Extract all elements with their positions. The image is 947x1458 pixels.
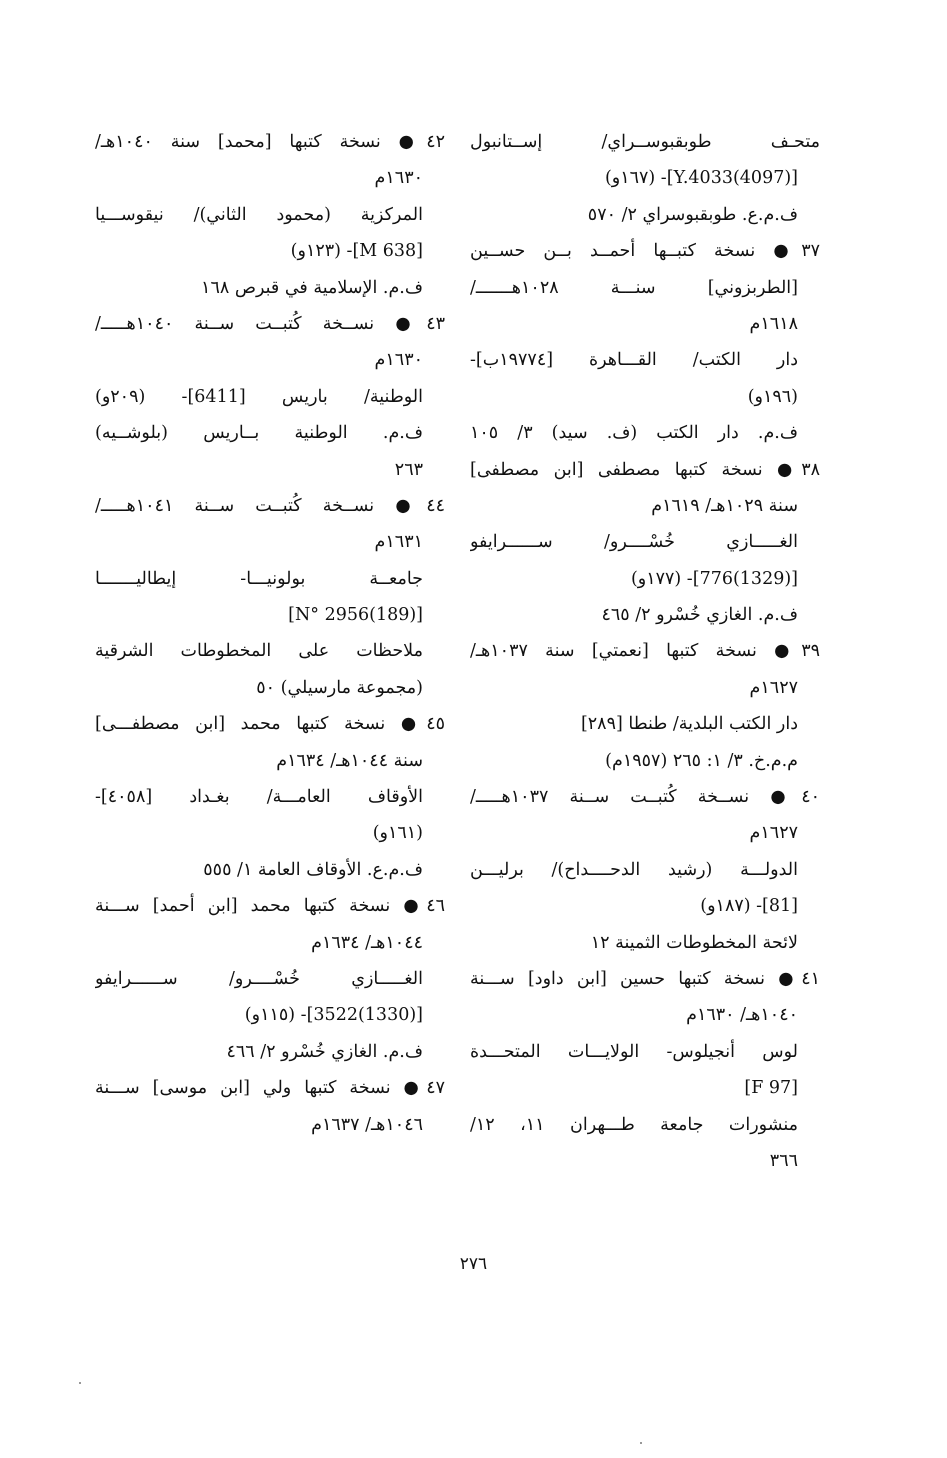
entry-detail-line: ١٦٢٧م	[749, 823, 798, 844]
right-column	[470, 124, 820, 1179]
entry-detail-line: [81]- (١٨٧و)	[700, 896, 798, 917]
entry-heading-line: ٤٧● نسخة كتبها ولي [ابن موسى] ســـنة	[95, 1078, 445, 1099]
entry-heading-line: ٣٨● نسخة كتبها مصطفى [ابن مصطفى]	[470, 459, 820, 480]
entry-heading-line: ٤٤● نســخة كُتبــت ســنة ١٠٤١هـــــ/	[95, 495, 445, 516]
entry-detail-line: [(189)N° 2956]	[288, 605, 423, 626]
entry-detail-line: [F 97]	[744, 1078, 798, 1099]
entry-heading-line: ٣٩● نسخة كتبها [نعمتي] سنة ١٠٣٧هـ/	[470, 641, 820, 662]
entry-detail-line: الأوقاف العامـــة/ بغـداد [٤٠٥٨]-	[95, 787, 423, 808]
entry-heading-line: ٤٦● نسخة كتبها محمد [ابن أحمد] ســـنة	[95, 896, 445, 917]
entry-heading-line: ٤٣● نســخة كُتبــت ســنة ١٠٤٠هـــــ/	[95, 313, 445, 334]
entry-detail-line: ف.م. الوطنية بــاريس (بلوشــيه)	[95, 423, 423, 444]
entry-detail-line: [(4097)Y.4033]- (١٦٧و)	[604, 168, 798, 189]
entry-detail-line: منشورات جامعة طـــهران ١١، ١٢/	[470, 1114, 798, 1135]
entry-detail-line: الغـــــازي خُسْــــرو/ ســــــرايفو	[470, 532, 798, 553]
entry-detail-line: سنة ١٠٤٤هـ/ ١٦٣٤م	[276, 750, 423, 771]
entry-detail-line: ٢٦٣	[394, 459, 423, 480]
entry-detail-line: ف.م.ع. الأوقاف العامة ١/ ٥٥٥	[203, 859, 423, 880]
entry-detail-line: [(1329)776]- (١٧٧و)	[630, 568, 798, 589]
scan-speck	[79, 1382, 81, 1384]
entry-detail-line: م.م.خ. ٣/ ١: ٢٦٥ (١٩٥٧م)	[605, 750, 798, 771]
entry-heading-line: ٤٥● نسخة كتبها محمد [ابن مصطفـــى]	[95, 714, 445, 735]
entry-heading-line: ٤١● نسخة كتبها حسين [ابن داود] ســـنة	[470, 968, 820, 989]
entry-detail-line: ٣٦٦	[769, 1150, 798, 1171]
entry-detail-line: المركزية (محمود الثاني)/ نيقوســـيا	[95, 204, 423, 225]
entry-detail-line: الغـــــازي خُسْــــرو/ ســــــرايفو	[95, 968, 423, 989]
entry-detail-line: ١٦٣٠م	[374, 168, 423, 189]
entry-detail-line: ف.م. الغازي خُسْرو ٢/ ٤٦٦	[226, 1041, 423, 1062]
entry-detail-line: [(1330)3522]- (١١٥و)	[244, 1005, 423, 1026]
entry-detail-line: (١٦١و)	[372, 823, 423, 844]
entry-detail-line: (١٩٦و)	[747, 386, 798, 407]
entry-detail-line: لائحة المخطوطات الثمينة ١٢	[590, 932, 798, 953]
entry-heading-line: ٤٢● نسخة كتبها [محمد] سنة ١٠٤٠هـ/	[95, 132, 445, 152]
entry-detail-line: [الطربزوني] سنـــة ١٠٢٨هـــــــ/	[470, 277, 798, 298]
entry-detail-line: دار الكتب/ القـــاهرة [١٩٧٧٤ب]-	[470, 350, 798, 371]
left-column	[95, 124, 445, 1143]
entry-detail-line: ف.م. دار الكتب (ف. سيد) ٣/ ١٠٥	[470, 423, 798, 444]
entry-detail-line: الدولـــة (رشيد الدحــــداح)/ برليـــن	[470, 859, 798, 880]
entry-detail-line: [M 638]- (١٢٣و)	[290, 241, 423, 262]
entry-detail-line: الوطنية/ باريس [6411]- (٢٠٩و)	[95, 386, 423, 407]
entry-detail-line: لوس أنجيلوس- الولايـــات المتحـــدة	[470, 1041, 798, 1062]
entry-detail-line: ف.م.ع. طوبقبوسراي ٢/ ٥٧٠	[587, 204, 798, 225]
entry-heading-line: ٤٠● نســخة كُتبــت ســنة ١٠٣٧هـــــ/	[470, 787, 820, 808]
entry-detail-line: ١٦٣١م	[374, 532, 423, 553]
entry-heading-line: متحـف طوبقبوســراي/ إســتانبول	[470, 132, 820, 152]
entry-detail-line: جامعــة بولونيـــا- إيطاليـــــــا	[95, 568, 423, 589]
entry-detail-line: ١٠٤٠هـ/ ١٦٣٠م	[686, 1005, 798, 1026]
entry-detail-line: ملاحظات على المخطوطات الشرقية	[95, 641, 423, 662]
entry-detail-line: سنة ١٠٢٩هـ/ ١٦١٩م	[651, 495, 798, 516]
entry-detail-line: ١٠٤٤هـ/ ١٦٣٤م	[311, 932, 423, 953]
entry-detail-line: ف.م. الغازي خُسْرو ٢/ ٤٦٥	[601, 605, 798, 626]
entry-detail-line: ١٦١٨م	[749, 313, 798, 334]
entry-detail-line: (مجموعة مارسيلي) ٥٠	[256, 677, 423, 698]
entry-detail-line: ف.م. الإسلامية في قبرص ١٦٨	[201, 277, 423, 298]
page-number: ٢٧٦	[459, 1254, 488, 1274]
entry-detail-line: ١٠٤٦هـ/ ١٦٣٧م	[311, 1114, 423, 1135]
entry-detail-line: ١٦٣٠م	[374, 350, 423, 371]
entry-detail-line: دار الكتب البلدية/ طنطا [٢٨٩]	[580, 714, 798, 735]
entry-detail-line: ١٦٢٧م	[749, 677, 798, 698]
entry-heading-line: ٣٧● نسخة كتبــها أحمــد بــن حســين	[470, 241, 820, 262]
scan-speck	[640, 1442, 642, 1444]
